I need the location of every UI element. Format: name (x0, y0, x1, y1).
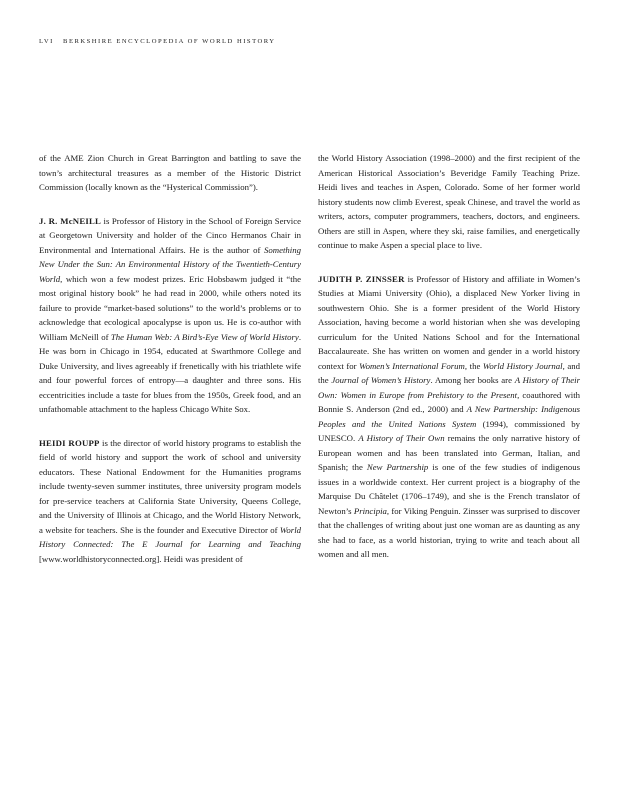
book-title: Principia (353, 505, 387, 516)
author-name: HEIDI ROUPP (39, 437, 100, 448)
journal-title: Women’s International Forum (359, 360, 465, 371)
running-header (39, 38, 276, 45)
bio-zinsser: JUDITH P. ZINSSER is Professor of History and affiliate in Women’s Studies at Miami University (Ohio), a displaced New Yorker living in southwestern Ohio. She is a former president of the World History Association, having become a world historian when she was developing curriculum for the United Nations School and for the International Baccalaureate. She has written on women and gender in a world history context for Women’s International Forum, the World History Journal, and the Journal of Women’s History. Among her books are A History of Their Own: Women in Europe from Prehistory to the Present, coauthored with Bonnie S. Anderson (2nd ed., 2000) and A New Partnership: Indigenous Peoples and the United Nations System (1994), commissioned by UNESCO. A History of Their Own remains the only narrative history of European women and has been translated into German, Italian, and Spanish; the New Partnership is one of the few studies of indigenous issues in a worldwide context. Her current project is a biography of the Marquise Du Châtelet (1706–1749), and she is the French translator of Newton’s Principia, for Viking Penguin. Zinsser was surprised to discover that the challenges of writing about just one woman are as daunting as any she had to face, as a world historian, trying to write and teach about all women and all men. (318, 273, 581, 559)
paragraph-continuation: the World History Association (1998–2000) and the first recipient of the American Historical Association’s Beveridge Family Teaching Prize. Heidi lives and teaches in Aspen, Colorado. Some of her former world history students now climb Everest, speak Chinese, and travel the world as writers, actors, computer programmers, teachers, doctors, and engineers. Others are still in Aspen, where they ski, raise families, and energetically continue to make Aspen a special place to live. (318, 153, 580, 250)
book-title: A History of Their Own (358, 433, 445, 443)
book-title: A History of Their Own: Women in Europe from Prehistory to the Present (318, 375, 581, 400)
running-title: BERKSHIRE ENCYCLOPEDIA OF WORLD HISTORY (63, 38, 276, 45)
paragraph-continuation: of the AME Zion Church in Great Barrington and battling to save the town’s architectural treasures as a member of the Historic District Commission (locally known as the “Hysterical Commission”). (39, 153, 301, 192)
left-column (39, 151, 301, 585)
book-title: The Human Web: A Bird’s-Eye View of World History (110, 331, 299, 342)
journal-title: World History Connected: The E Journal for Learning and Teaching (39, 524, 301, 549)
author-name: JUDITH P. ZINSSER (318, 273, 405, 284)
bio-mcneill: J. R. McNEILL is Professor of History in the School of Foreign Service at Georgetown University and holder of the Cinco Hermanos Chair in Environmental and International Affairs. He is the author of Something New Under the Sun: An Environmental History of the Twentieth-Century World, which won a few modest prizes. Eric Hobsbawm judged it “the most original history book” he had read in 2000, while others noted its failure to provide “market-based solutions” to the world’s problems or to acknowledge that ecological apocalypse is upon us. He is co-author with William McNeill of The Human Web: A Bird’s-Eye View of World History. He was born in Chicago in 1954, educated at Swarthmore College and Duke University, and lives agreeably if frenetically with his triathlete wife and four powerful forces of entropy—a daughter and three sons. His eccentricities include a taste for blues from the 1950s, Greek food, and an unfathomable attachment to the hapless Chicago White Sox. (39, 215, 301, 414)
journal-title: Journal of Women’s History (331, 375, 431, 385)
journal-title: World History Journal (482, 360, 563, 371)
right-column (318, 151, 580, 581)
book-title: Something New Under the Sun: An Environmental History of the Twentieth-Century World (39, 244, 301, 284)
book-title: New Partnership (366, 462, 429, 472)
page-number: LVI (39, 38, 54, 45)
author-name: J. R. McNEILL (39, 215, 102, 226)
book-title: A New Partnership: Indigenous Peoples and the United Nations System (318, 404, 580, 429)
bio-roupp: HEIDI ROUPP is the director of world history programs to establish the field of world history and support the work of school and university educators. These National Endowment for the Humanities programs include twenty-seven summer institutes, three university program models for pre-service teachers at California State University, Queens College, and the University of Illinois at Chicago, and the World History Network, a website for teachers. She is the founder and Executive Director of World History Connected: The E Journal for Learning and Teaching [www.worldhistoryconnected.org]. Heidi was president of (39, 437, 301, 564)
